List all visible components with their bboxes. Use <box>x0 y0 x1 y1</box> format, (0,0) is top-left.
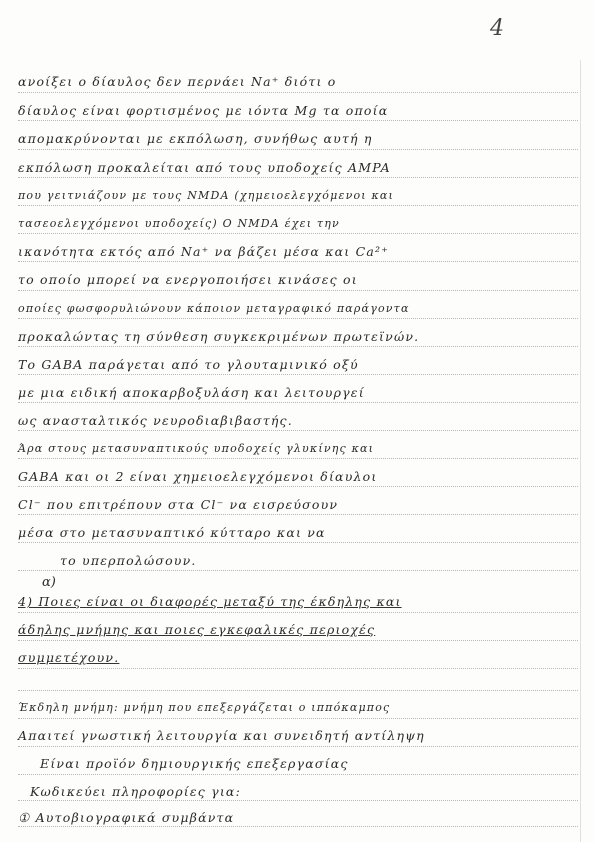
ruled-line <box>18 774 578 775</box>
text-line: απομακρύνονται με εκπόλωση, συνήθως αυτή η <box>18 131 373 146</box>
text-line: ως ανασταλτικός νευροδιαβιβαστής. <box>18 413 293 428</box>
ruled-line <box>18 346 578 347</box>
ruled-line <box>18 177 578 178</box>
text-line: τασεοελεγχόμενοι υποδοχείς) Ο NMDA έχει την <box>18 217 340 230</box>
answer-line: Κωδικεύει πληροφορίες για: <box>30 784 241 799</box>
text-line: οποίες φωσφορυλιώνουν κάποιον μεταγραφικό παράγοντα <box>18 302 410 315</box>
ruled-line <box>18 514 578 515</box>
text-line: Άρα στους μετασυναπτικούς υποδοχείς γλυκίνης και <box>18 442 375 455</box>
answer-line: Απαιτεί γνωστική λειτουργία και συνειδητή αντίληψη <box>18 728 425 743</box>
margin-line <box>580 60 581 842</box>
text-line: GABA και οι 2 είναι χημειοελεγχόμενοι δίαυλοι <box>18 469 378 484</box>
question-line: άδηλης μνήμης και ποιες εγκεφαλικές περιοχές <box>18 622 376 637</box>
ruled-line <box>18 690 578 691</box>
answer-line: ① Αυτοβιογραφικά συμβάντα <box>18 810 235 825</box>
question-label: α) <box>42 575 56 590</box>
ruled-line <box>18 120 578 121</box>
ruled-line <box>18 430 578 431</box>
question-line: συμμετέχουν. <box>18 650 120 665</box>
ruled-line <box>18 318 578 319</box>
ruled-line <box>18 542 578 543</box>
ruled-line <box>18 149 578 150</box>
text-line: ικανότητα εκτός από Na⁺ να βάζει μέσα και Ca²⁺ <box>18 244 389 259</box>
ruled-line <box>18 570 578 571</box>
ruled-line <box>18 746 578 747</box>
text-line: το υπερπολώσουν. <box>60 553 197 568</box>
ruled-line <box>18 402 578 403</box>
ruled-line <box>18 718 578 719</box>
answer-line: Είναι προϊόν δημιουργικής επεξεργασίας <box>40 756 349 771</box>
text-line: προκαλώντας τη σύνθεση συγκεκριμένων πρωτεϊνών. <box>18 329 420 344</box>
page-number: 4 <box>490 16 504 41</box>
text-line: μέσα στο μετασυναπτικό κύτταρο και να <box>18 525 326 540</box>
ruled-line <box>18 640 578 641</box>
text-line: Το GABA παράγεται από το γλουταμινικό οξύ <box>18 357 359 372</box>
ruled-line <box>18 612 578 613</box>
question-line: 4) Ποιες είναι οι διαφορές μεταξύ της έκδηλης και <box>18 594 402 609</box>
text-line: ανοίξει ο δίαυλος δεν περνάει Na⁺ διότι ο <box>18 74 337 89</box>
ruled-line <box>18 668 578 669</box>
answer-line: Έκδηλη μνήμη: μνήμη που επεξεργάζεται ο ιππόκαμπος <box>18 701 391 714</box>
ruled-line <box>18 826 578 827</box>
ruled-line <box>18 800 578 801</box>
ruled-line <box>18 261 578 262</box>
ruled-line <box>18 458 578 459</box>
text-line: Cl⁻ που επιτρέπουν στα Cl⁻ να εισρεύσουν <box>18 497 339 512</box>
ruled-line <box>18 374 578 375</box>
text-line: με μια ειδική αποκαρβοξυλάση και λειτουργεί <box>18 385 365 400</box>
ruled-line <box>18 486 578 487</box>
text-line: εκπόλωση προκαλείται από τους υποδοχείς AMPA <box>18 160 391 175</box>
text-line: δίαυλος είναι φορτισμένος με ιόντα Mg τα οποία <box>18 103 389 118</box>
text-line: το οποίο μπορεί να ενεργοποιήσει κινάσες οι <box>18 272 358 287</box>
ruled-line <box>18 92 578 93</box>
ruled-line <box>18 205 578 206</box>
text-line: που γειτνιάζουν με τους NMDA (χημειοελεγχόμενοι και <box>18 189 395 202</box>
ruled-line <box>18 290 578 291</box>
ruled-line <box>18 233 578 234</box>
